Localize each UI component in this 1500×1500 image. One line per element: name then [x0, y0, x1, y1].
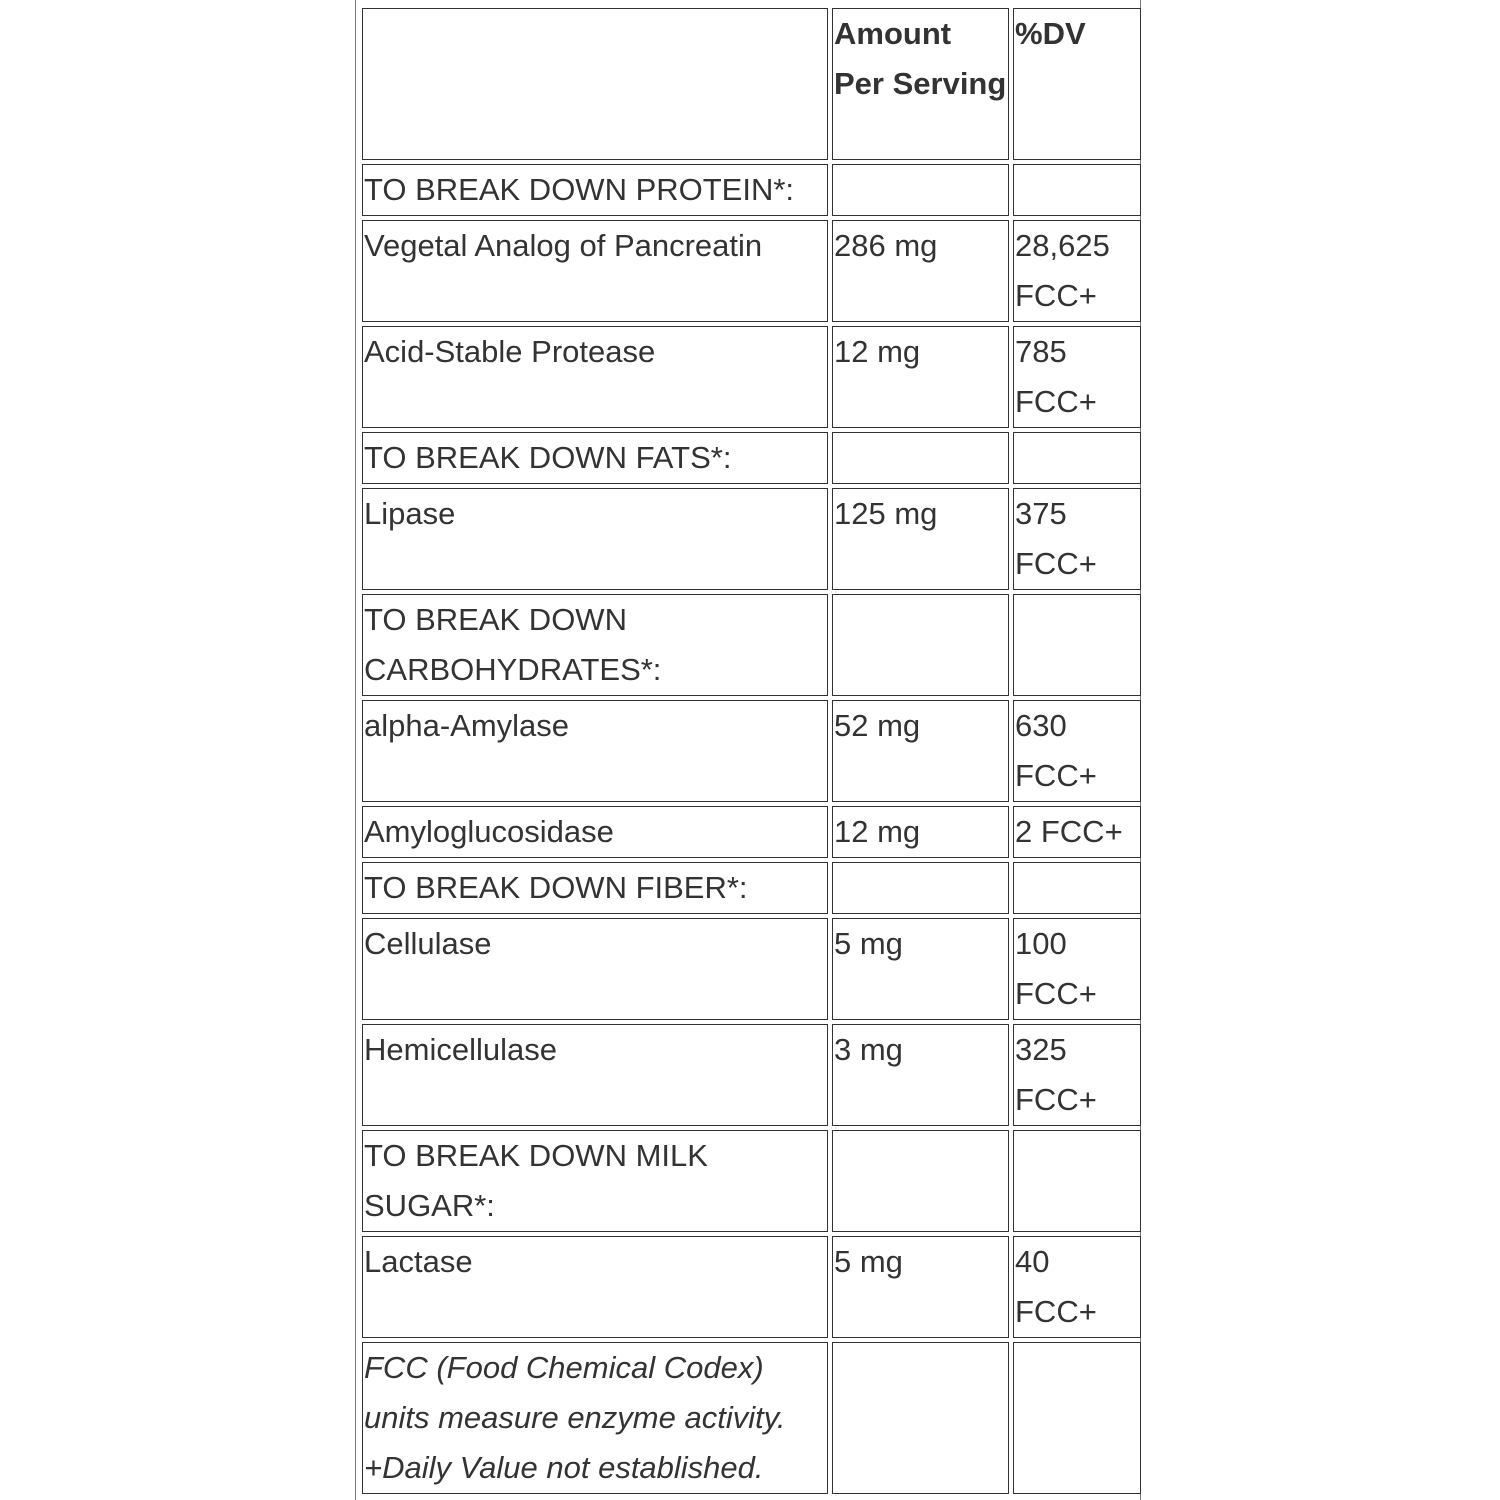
table-row	[362, 1130, 1141, 1232]
ingredient-name: Vegetal Analog of Pancreatin	[362, 220, 828, 322]
table-row	[362, 700, 1141, 802]
ingredient-dv	[1013, 432, 1141, 484]
ingredient-amount: 125 mg	[832, 488, 1009, 590]
ingredient-dv: 630 FCC+	[1013, 700, 1141, 802]
ingredient-dv	[1013, 594, 1141, 696]
ingredient-name: TO BREAK DOWN MILK SUGAR*:	[362, 1130, 828, 1232]
ingredient-name: Acid-Stable Protease	[362, 326, 828, 428]
table-row	[362, 1236, 1141, 1338]
supplement-facts-table	[358, 4, 1145, 1498]
ingredient-name: Lactase	[362, 1236, 828, 1338]
ingredient-amount: 52 mg	[832, 700, 1009, 802]
ingredient-amount: 286 mg	[832, 220, 1009, 322]
ingredient-name: TO BREAK DOWN FATS*:	[362, 432, 828, 484]
ingredient-dv	[1013, 862, 1141, 914]
ingredient-name: TO BREAK DOWN FIBER*:	[362, 862, 828, 914]
ingredient-amount	[832, 1130, 1009, 1232]
ingredient-dv: 40 FCC+	[1013, 1236, 1141, 1338]
ingredient-amount: 5 mg	[832, 1236, 1009, 1338]
ingredient-dv: 325 FCC+	[1013, 1024, 1141, 1126]
ingredient-dv: 100 FCC+	[1013, 918, 1141, 1020]
ingredient-dv	[1013, 1130, 1141, 1232]
ingredient-name: alpha-Amylase	[362, 700, 828, 802]
ingredient-name: TO BREAK DOWN PROTEIN*:	[362, 164, 828, 216]
ingredient-dv: 375 FCC+	[1013, 488, 1141, 590]
table-row	[362, 806, 1141, 858]
ingredient-amount: 12 mg	[832, 326, 1009, 428]
ingredient-amount: 5 mg	[832, 918, 1009, 1020]
ingredient-dv: 28,625 FCC+	[1013, 220, 1141, 322]
ingredient-amount	[832, 594, 1009, 696]
ingredient-amount	[832, 164, 1009, 216]
ingredient-dv: 785 FCC+	[1013, 326, 1141, 428]
ingredient-name: Hemicellulase	[362, 1024, 828, 1126]
table-row	[362, 164, 1141, 216]
footnote-text: FCC (Food Chemical Codex) units measure enzyme activity. +Daily Value not established.	[362, 1342, 828, 1494]
ingredient-dv: 2 FCC+	[1013, 806, 1141, 858]
ingredient-amount: 3 mg	[832, 1024, 1009, 1126]
header-daily-value: %DV	[1013, 8, 1141, 160]
header-ingredient-cell	[362, 8, 828, 160]
table-row	[362, 918, 1141, 1020]
table-row	[362, 862, 1141, 914]
table-row	[362, 432, 1141, 484]
footnote-row	[362, 1342, 1141, 1494]
ingredient-dv	[1013, 164, 1141, 216]
header-amount-per-serving: Amount Per Serving	[832, 8, 1009, 160]
table-header-row	[362, 8, 1141, 160]
ingredient-name: Lipase	[362, 488, 828, 590]
table-row	[362, 220, 1141, 322]
ingredient-name: Amyloglucosidase	[362, 806, 828, 858]
table-row	[362, 488, 1141, 590]
table-row	[362, 1024, 1141, 1126]
footnote-empty-amount	[832, 1342, 1009, 1494]
table-row	[362, 326, 1141, 428]
ingredient-amount: 12 mg	[832, 806, 1009, 858]
ingredient-name: TO BREAK DOWN CARBOHYDRATES*:	[362, 594, 828, 696]
ingredient-amount	[832, 862, 1009, 914]
ingredient-name: Cellulase	[362, 918, 828, 1020]
table-row	[362, 594, 1141, 696]
footnote-empty-dv	[1013, 1342, 1141, 1494]
ingredient-amount	[832, 432, 1009, 484]
